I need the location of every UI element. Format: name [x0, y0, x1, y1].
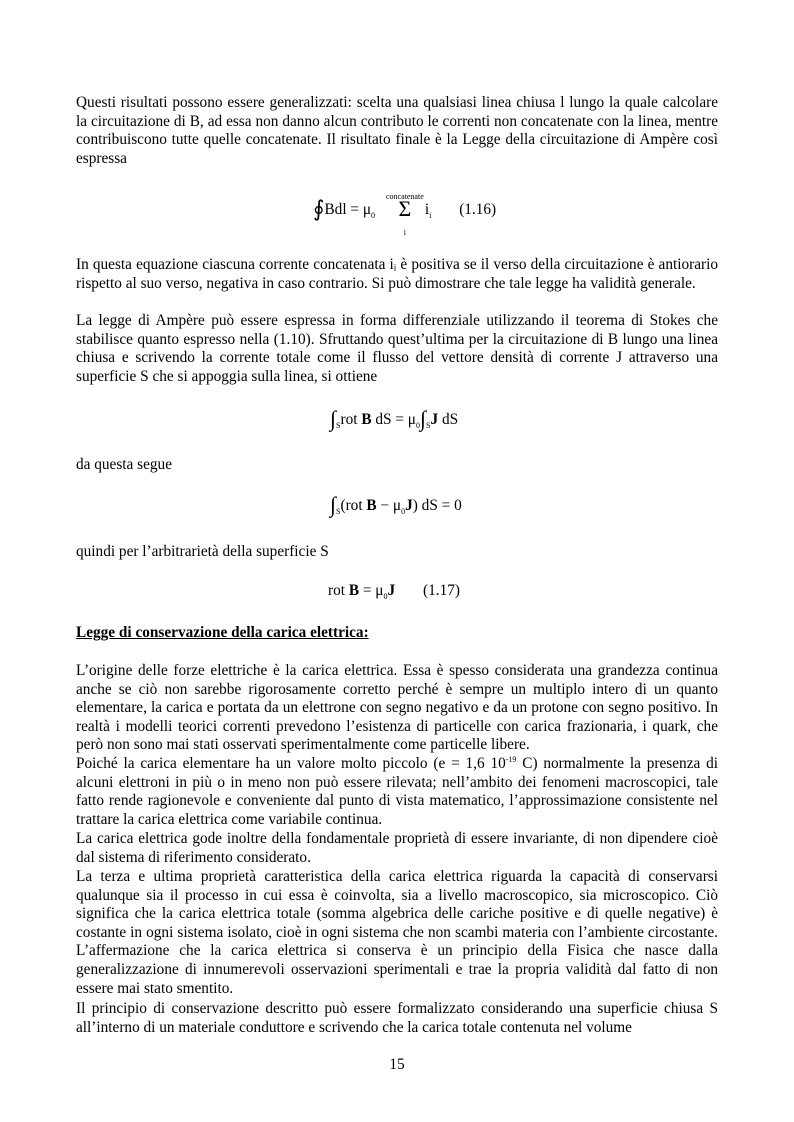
- equation-1-17: [328, 582, 460, 600]
- eq4-b-vector: B: [348, 582, 360, 599]
- eq3-surface-sub: S: [336, 507, 341, 517]
- eq1-lhs: Bdl = μ: [324, 201, 372, 218]
- eq1-rhs-subscript: i: [429, 211, 432, 221]
- p7-text-b: C) normalmente la presenza di alcuni elettroni in più o in meno non può essere rilevata; nell’ambito dei fenomeni macroscopici, tale fatto rende ragionevole e conveniente dal punto di vista matematico, l’approssimazione consistente nel trattare la carica elettrica come variabile continua.: [76, 755, 718, 828]
- eq3-j-vector: J: [405, 497, 413, 514]
- paragraph-differential-form: La legge di Ampère può essere espressa in forma differenziale utilizzando il teorema di Stokes che stabilisce quanto espresso nella (1.10). Sfruttando quest’ultima per la circuitazione di B lungo una linea chiusa e scrivendo la corrente totale come il flusso del vettore densità di corrente J attraverso una superficie S che si appoggia sulla linea, si ottiene: [76, 312, 718, 385]
- paragraph-current-sign: In questa equazione ciascuna corrente concatenata iᵢ è positiva se il verso della circuitazione è antiorario rispetto al suo verso, negativa in caso contrario. Si può dimostrare che tale legge ha validità generale.: [76, 256, 718, 292]
- eq3-b-vector: B: [366, 497, 377, 514]
- integral-symbol: ∫: [330, 406, 337, 431]
- paragraph-formalization: Il principio di conservazione descritto può essere formalizzato considerando una superficie chiusa S all’interno di un materiale conduttore e scrivendo che la carica totale contenuta nel volume: [76, 1000, 718, 1036]
- eq2-j-vector: J: [430, 411, 439, 428]
- paragraph-elementary-charge: [76, 755, 718, 829]
- eq3-end: ) dS = 0: [412, 497, 462, 514]
- equation-number: (1.16): [459, 201, 497, 218]
- sum-lower-limit: i: [403, 228, 406, 237]
- p7-text-a: Poiché la carica elementare ha un valore molto piccolo (e = 1,6 10: [76, 755, 506, 772]
- paragraph-conservation: La terza e ultima proprietà caratteristica della carica elettrica riguarda la capacità di conservarsi qualunque sia il processo in cui essa è coinvolta, sia a livello macroscopico, sia microscopico. Ciò significa che la carica elettrica totale (somma algebrica delle cariche positive e di quelle negative) è costante in ogni sistema isolato, cioè in ogni sistema che non scambi materia con l’ambiente circostante. L’affermazione che la carica elettrica si conserva è un principio della Fisica che nasce dalla generalizzazione di innumerevoli osservazioni sperimentali e trae la propria validità dal fatto di non essere mai stato smentito.: [76, 868, 718, 997]
- integral-symbol: ∫: [330, 492, 337, 517]
- eq2-b-vector: B: [361, 411, 372, 428]
- eq1-rhs: i: [424, 201, 430, 218]
- eq2-end: dS: [438, 411, 459, 428]
- integral-symbol: ∫: [419, 406, 427, 431]
- equation-zero-integral: [330, 494, 462, 515]
- eq2-middle: dS = μ: [371, 411, 416, 428]
- paragraph-da-questa-segue: da questa segue: [76, 456, 172, 473]
- eq3-mu-subscript: 0: [401, 507, 406, 517]
- paragraph-ampere-generalization: Questi risultati possono essere generalizzati: scelta una qualsiasi linea chiusa l lungo la quale calcolare la circuitazione di B, ad essa non danno alcun contributo le correnti non concatenate con la linea, mentre contribuiscono tutte quelle concatenate. Il risultato finale è la Legge della circuitazione di Ampère così espressa: [76, 94, 718, 167]
- eq2-surface-sub-1: S: [336, 421, 341, 431]
- paragraph-arbitrary-surface: quindi per l’arbitrarietà della superficie S: [76, 543, 329, 560]
- equation-stokes: [330, 408, 458, 429]
- eq3-rot: (rot: [340, 497, 367, 514]
- eq4-j-vector: J: [387, 582, 396, 599]
- eq2-mu-subscript: 0: [415, 421, 420, 431]
- eq3-middle: − μ: [376, 497, 402, 514]
- equation-number: (1.17): [423, 582, 460, 599]
- eq4-rot: rot: [328, 582, 349, 599]
- paragraph-origin-of-charge: L’origine delle forze elettriche è la carica elettrica. Essa è spesso considerata una grandezza continua anche se ciò non sarebbe rigorosamente corretto perché è sempre un multiplo intero di un quanto elementare, la carica e portata da un elettrone con segno negativo e da un protone con segno positivo. In realtà i modelli teorici correnti prevedono l’esistenza di particelle con carica frazionaria, i quark, che però non sono mai stati osservati sperimentalmente come particelle libere.: [76, 662, 718, 754]
- p7-exponent: -19: [505, 754, 517, 764]
- paragraph-invariance: La carica elettrica gode inoltre della fondamentale proprietà di essere invariante, di non dipendere cioè dal sistema di riferimento considerato.: [76, 830, 718, 866]
- sum-upper-limit: concatenate: [386, 192, 424, 201]
- section-heading: Legge di conservazione della carica elettrica:: [76, 624, 369, 641]
- eq2-rot: rot: [340, 411, 362, 428]
- eq1-mu-subscript: 0: [371, 211, 376, 221]
- eq2-surface-sub-2: S: [426, 421, 431, 431]
- page-number: 15: [389, 1056, 405, 1073]
- eq4-mu-subscript: 0: [383, 592, 388, 602]
- contour-integral-symbol: ∮: [313, 196, 325, 221]
- equation-1-16: [313, 192, 497, 237]
- summation: [385, 192, 425, 237]
- eq4-middle: = μ: [359, 582, 384, 599]
- sigma-symbol: Σ: [398, 196, 412, 221]
